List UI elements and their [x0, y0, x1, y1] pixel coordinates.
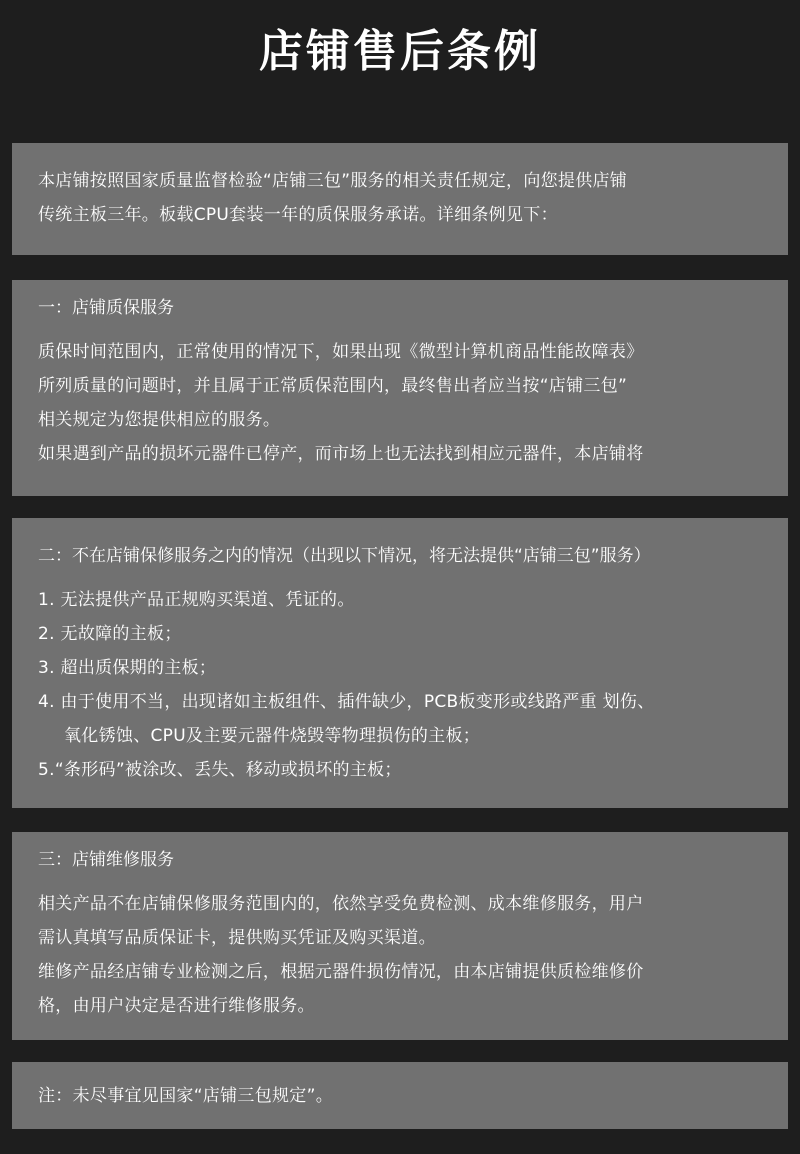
intro-panel [12, 143, 788, 255]
section-heading: 三：店铺维修服务 [38, 850, 174, 870]
paragraph-line: 所列质量的问题时，并且属于正常质保范围内，最终售出者应当按“店铺三包” [38, 376, 628, 396]
note-panel [12, 1062, 788, 1129]
paragraph-line: 维修产品经店铺专业检测之后，根据元器件损伤情况，由本店铺提供质检维修价 [38, 962, 644, 982]
page-title: 店铺售后条例 [259, 26, 541, 77]
paragraph-line: 如果遇到产品的损坏元器件已停产，而市场上也无法找到相应元器件，本店铺将 [38, 444, 644, 464]
paragraph-line: 相关产品不在店铺保修服务范围内的，依然享受免费检测、成本维修服务，用户 [38, 894, 644, 914]
list-item: 5.“条形码”被涂改、丢失、移动或损坏的主板； [38, 760, 402, 780]
exclusions-panel [12, 518, 788, 808]
list-item: 2. 无故障的主板； [38, 624, 182, 644]
repair-service-panel [12, 832, 788, 1040]
paragraph-line: 需认真填写品质保证卡，提供购买凭证及购买渠道。 [38, 928, 436, 948]
warranty-service-panel [12, 280, 788, 496]
list-item: 1. 无法提供产品正规购买渠道、凭证的。 [38, 590, 355, 610]
paragraph-line: 相关规定为您提供相应的服务。 [38, 410, 281, 430]
section-heading: 二：不在店铺保修服务之内的情况（出现以下情况，将无法提供“店铺三包”服务） [38, 546, 651, 566]
note-text: 注：未尽事宜见国家“店铺三包规定”。 [38, 1086, 334, 1106]
intro-line: 传统主板三年。板载CPU套装一年的质保服务承诺。详细条例见下： [38, 205, 558, 225]
paragraph-line: 格，由用户决定是否进行维修服务。 [38, 996, 315, 1016]
paragraph-line: 质保时间范围内，正常使用的情况下，如果出现《微型计算机商品性能故障表》 [38, 342, 644, 362]
list-item-continuation: 氧化锈蚀、CPU及主要元器件烧毁等物理损伤的主板； [64, 726, 481, 746]
list-item: 3. 超出质保期的主板； [38, 658, 217, 678]
intro-line: 本店铺按照国家质量监督检验“店铺三包”服务的相关责任规定，向您提供店铺 [38, 171, 628, 191]
list-item: 4. 由于使用不当，出现诸如主板组件、插件缺少，PCB板变形或线路严重 划伤、 [38, 692, 655, 712]
section-heading: 一：店铺质保服务 [38, 298, 174, 318]
